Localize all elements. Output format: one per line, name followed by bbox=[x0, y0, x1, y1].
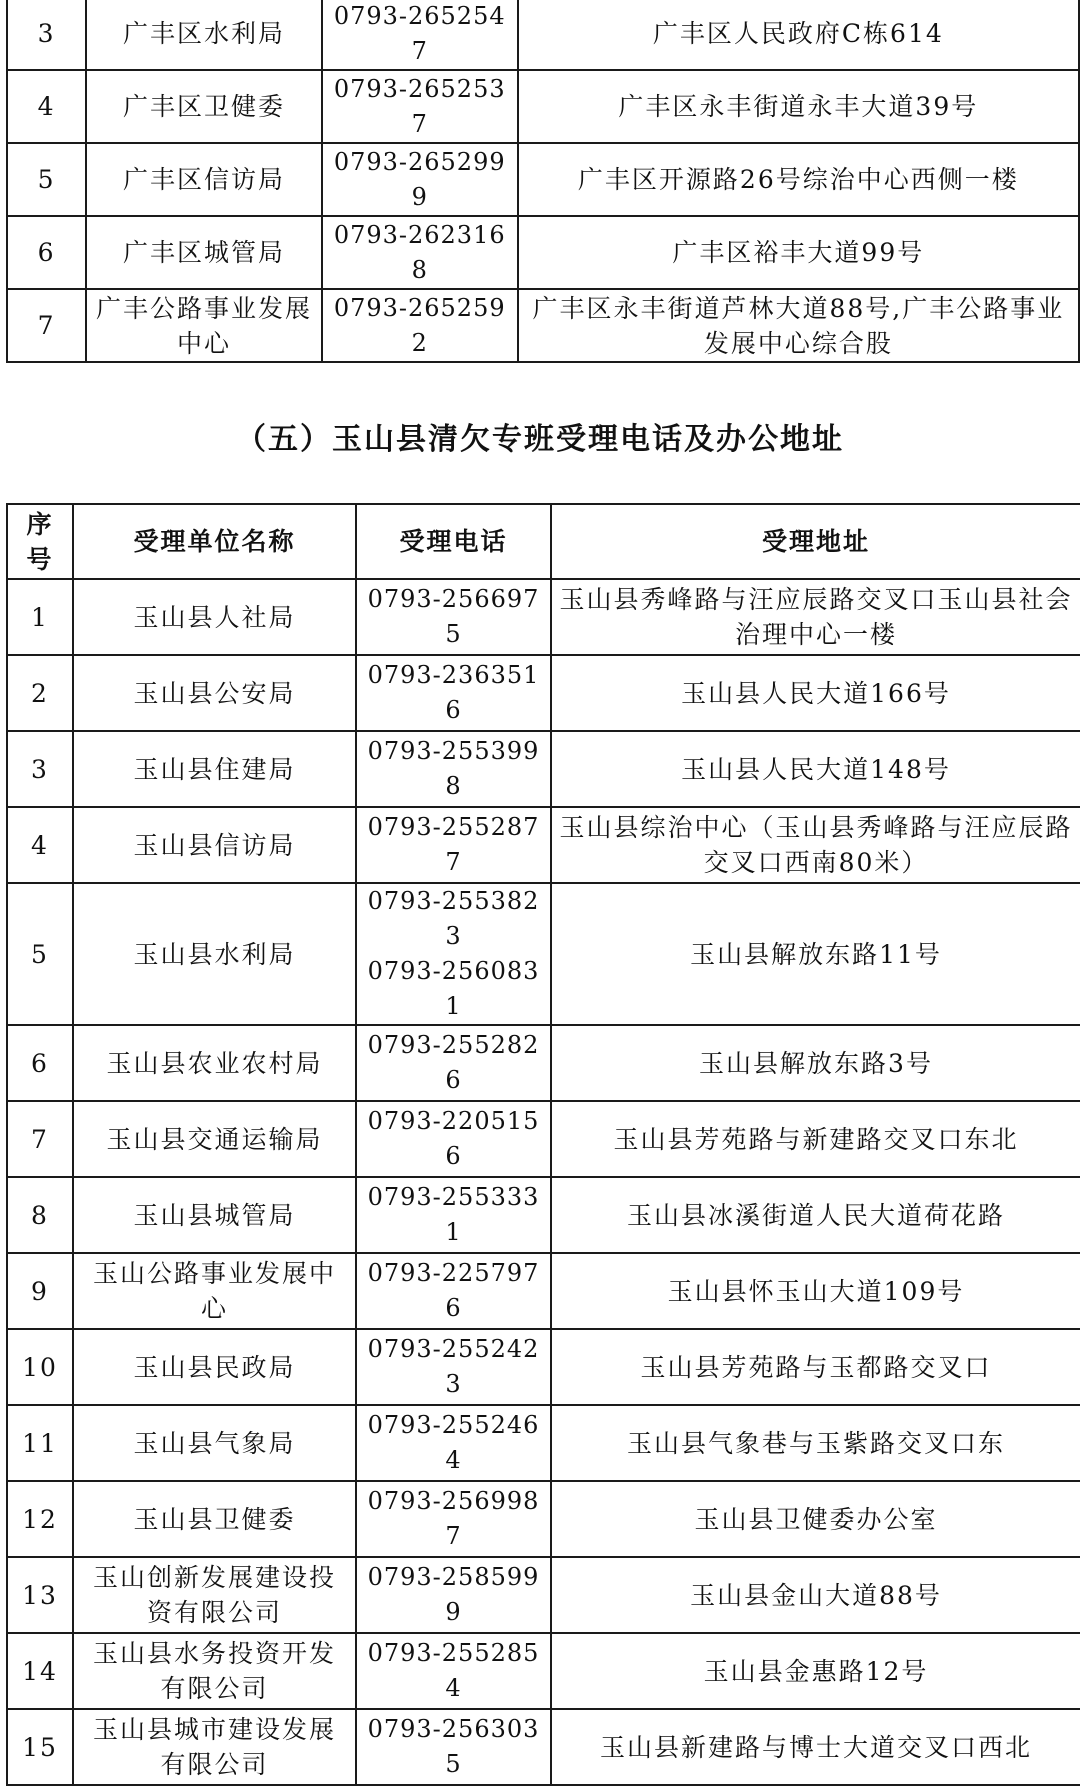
phone-number: 0793-2257976 bbox=[356, 1253, 551, 1329]
phone-number-secondary: 0793-2560831 bbox=[367, 957, 540, 1020]
guangfeng-contact-table bbox=[6, 0, 1080, 363]
table-row bbox=[7, 579, 1080, 655]
row-number: 1 bbox=[7, 579, 73, 655]
unit-name: 玉山县公安局 bbox=[73, 655, 356, 731]
phone-number: 0793-2566975 bbox=[356, 579, 551, 655]
office-address: 玉山县综治中心（玉山县秀峰路与汪应辰路交叉口西南80米） bbox=[551, 807, 1080, 883]
office-address: 玉山县卫健委办公室 bbox=[551, 1481, 1080, 1557]
header-phone: 受理电话 bbox=[356, 504, 551, 579]
unit-name: 广丰区卫健委 bbox=[86, 70, 322, 143]
table-row bbox=[7, 70, 1079, 143]
row-number: 4 bbox=[7, 70, 86, 143]
phone-number: 0793-2553331 bbox=[356, 1177, 551, 1253]
phone-number: 0793-2205156 bbox=[356, 1101, 551, 1177]
phone-number: 0793-2552464 bbox=[356, 1405, 551, 1481]
row-number: 10 bbox=[7, 1329, 73, 1405]
table-row bbox=[7, 0, 1079, 70]
phone-number: 0793-2363516 bbox=[356, 655, 551, 731]
row-number: 3 bbox=[7, 0, 86, 70]
table-row bbox=[7, 1405, 1080, 1481]
office-address: 玉山县人民大道148号 bbox=[551, 731, 1080, 807]
table-row bbox=[7, 883, 1080, 1025]
unit-name: 玉山县城市建设发展有限公司 bbox=[73, 1709, 356, 1785]
unit-name: 玉山县气象局 bbox=[73, 1405, 356, 1481]
table-row bbox=[7, 1253, 1080, 1329]
unit-name: 玉山公路事业发展中心 bbox=[73, 1253, 356, 1329]
unit-name: 玉山创新发展建设投资有限公司 bbox=[73, 1557, 356, 1633]
office-address: 广丰区裕丰大道99号 bbox=[518, 216, 1079, 289]
unit-name: 玉山县交通运输局 bbox=[73, 1101, 356, 1177]
row-number: 6 bbox=[7, 216, 86, 289]
row-number: 13 bbox=[7, 1557, 73, 1633]
header-address: 受理地址 bbox=[551, 504, 1080, 579]
table-row bbox=[7, 1177, 1080, 1253]
office-address: 广丰区人民政府C栋614 bbox=[518, 0, 1079, 70]
row-number: 7 bbox=[7, 289, 86, 362]
unit-name: 玉山县水利局 bbox=[73, 883, 356, 1025]
unit-name: 玉山县农业农村局 bbox=[73, 1025, 356, 1101]
office-address: 玉山县冰溪街道人民大道荷花路 bbox=[551, 1177, 1080, 1253]
phone-number: 0793-2552854 bbox=[356, 1633, 551, 1709]
yushan-contact-table bbox=[6, 503, 1080, 1786]
office-address: 玉山县芳苑路与新建路交叉口东北 bbox=[551, 1101, 1080, 1177]
phone-number: 0793-2652592 bbox=[322, 289, 518, 362]
section-title: （五）玉山县清欠专班受理电话及办公地址 bbox=[236, 422, 844, 457]
header-number: 序号 bbox=[7, 504, 73, 579]
phone-number: 0793-2552423 bbox=[356, 1329, 551, 1405]
row-number: 6 bbox=[7, 1025, 73, 1101]
office-address: 玉山县金惠路12号 bbox=[551, 1633, 1080, 1709]
row-number: 5 bbox=[7, 143, 86, 216]
office-address: 广丰区永丰街道永丰大道39号 bbox=[518, 70, 1079, 143]
table-row bbox=[7, 1709, 1080, 1785]
phone-number: 0793-2569987 bbox=[356, 1481, 551, 1557]
phone-number: 0793-2552877 bbox=[356, 807, 551, 883]
row-number: 11 bbox=[7, 1405, 73, 1481]
office-address: 玉山县秀峰路与汪应辰路交叉口玉山县社会治理中心一楼 bbox=[551, 579, 1080, 655]
office-address: 玉山县怀玉山大道109号 bbox=[551, 1253, 1080, 1329]
unit-name: 玉山县水务投资开发有限公司 bbox=[73, 1633, 356, 1709]
unit-name: 广丰区信访局 bbox=[86, 143, 322, 216]
row-number: 5 bbox=[7, 883, 73, 1025]
phone-number: 0793-2652999 bbox=[322, 143, 518, 216]
unit-name: 广丰区城管局 bbox=[86, 216, 322, 289]
phone-number: 0793-2652537 bbox=[322, 70, 518, 143]
phone-number: 0793-2623168 bbox=[322, 216, 518, 289]
phone-number: 0793-2552826 bbox=[356, 1025, 551, 1101]
table-row bbox=[7, 1481, 1080, 1557]
table-row bbox=[7, 655, 1080, 731]
unit-name: 玉山县住建局 bbox=[73, 731, 356, 807]
unit-name: 玉山县人社局 bbox=[73, 579, 356, 655]
unit-name: 玉山县民政局 bbox=[73, 1329, 356, 1405]
phone-number: 0793-2652547 bbox=[322, 0, 518, 70]
header-unit: 受理单位名称 bbox=[73, 504, 356, 579]
office-address: 玉山县芳苑路与玉都路交叉口 bbox=[551, 1329, 1080, 1405]
office-address: 玉山县解放东路3号 bbox=[551, 1025, 1080, 1101]
office-address: 玉山县新建路与博士大道交叉口西北 bbox=[551, 1709, 1080, 1785]
unit-name: 玉山县信访局 bbox=[73, 807, 356, 883]
office-address: 广丰区永丰街道芦林大道88号,广丰公路事业发展中心综合股 bbox=[518, 289, 1079, 362]
table-row bbox=[7, 1557, 1080, 1633]
row-number: 7 bbox=[7, 1101, 73, 1177]
phone-number: 0793-2585999 bbox=[356, 1557, 551, 1633]
table-row bbox=[7, 143, 1079, 216]
row-number: 4 bbox=[7, 807, 73, 883]
row-number: 8 bbox=[7, 1177, 73, 1253]
row-number: 3 bbox=[7, 731, 73, 807]
table-row bbox=[7, 1633, 1080, 1709]
row-number: 2 bbox=[7, 655, 73, 731]
office-address: 玉山县气象巷与玉紫路交叉口东 bbox=[551, 1405, 1080, 1481]
phone-number: 0793-2553823 bbox=[367, 887, 540, 950]
unit-name: 玉山县城管局 bbox=[73, 1177, 356, 1253]
table-row bbox=[7, 1329, 1080, 1405]
table-row bbox=[7, 1025, 1080, 1101]
row-number: 9 bbox=[7, 1253, 73, 1329]
row-number: 14 bbox=[7, 1633, 73, 1709]
row-number: 15 bbox=[7, 1709, 73, 1785]
office-address: 广丰区开源路26号综治中心西侧一楼 bbox=[518, 143, 1079, 216]
phone-numbers bbox=[356, 883, 551, 1025]
table-row bbox=[7, 289, 1079, 362]
unit-name: 广丰区水利局 bbox=[86, 0, 322, 70]
unit-name: 广丰公路事业发展中心 bbox=[86, 289, 322, 362]
office-address: 玉山县解放东路11号 bbox=[551, 883, 1080, 1025]
phone-number: 0793-2563035 bbox=[356, 1709, 551, 1785]
phone-number: 0793-2553998 bbox=[356, 731, 551, 807]
unit-name: 玉山县卫健委 bbox=[73, 1481, 356, 1557]
table-row bbox=[7, 216, 1079, 289]
table-row bbox=[7, 1101, 1080, 1177]
office-address: 玉山县人民大道166号 bbox=[551, 655, 1080, 731]
row-number: 12 bbox=[7, 1481, 73, 1557]
table-row bbox=[7, 807, 1080, 883]
office-address: 玉山县金山大道88号 bbox=[551, 1557, 1080, 1633]
table-header-row bbox=[7, 504, 1080, 579]
table-row bbox=[7, 731, 1080, 807]
